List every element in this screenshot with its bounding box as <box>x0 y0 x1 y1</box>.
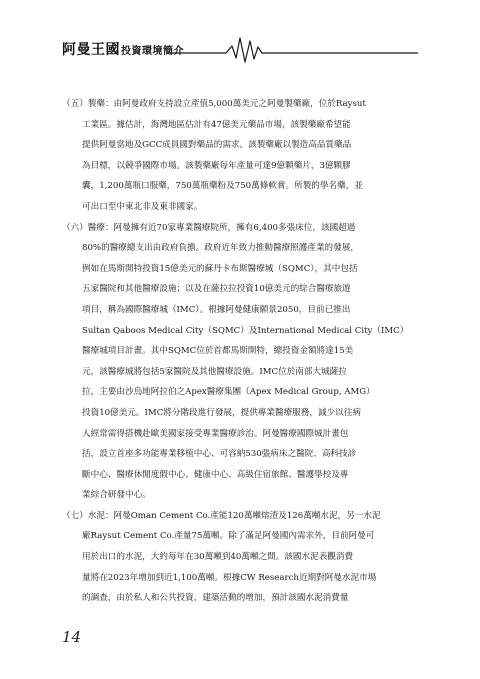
paragraph-line: （七）水泥：阿曼Oman Cement Co.產能120萬噸熔渣及126萬噸水泥，另一水泥 <box>62 510 381 521</box>
running-title-country: 阿曼王國 <box>62 42 120 58</box>
paragraph-line: 工業區。據估計，海灣地區估計有47億美元藥品市場，該製藥廠希望能 <box>82 119 351 130</box>
paragraph-line: 80%的醫療總支出由政府負擔。政府近年致力推動醫療照護產業的發展， <box>82 243 359 254</box>
paragraph-line: 人經常需得搭機赴歐美國家接受專業醫療診治。阿曼醫療國際城計畫包 <box>82 428 349 439</box>
paragraph-line: 元，該醫療城將包括5家醫院及其他醫療設施。IMC位於南部大城薩拉 <box>82 366 347 377</box>
paragraph-line: 拉，主要由沙烏地阿拉伯之Apex醫療集團（Apex Medical Group, AMG） <box>82 387 375 398</box>
heartbeat-line <box>170 38 418 62</box>
paragraph-line: Sultan Qaboos Medical City（SQMC）及International Medical City（IMC） <box>82 325 409 336</box>
paragraph-line: 括，設立首座多功能專業移植中心、可容納530張病床之醫院、高科技診 <box>82 449 357 460</box>
paragraph-line: 投資10億美元。IMC將分階段進行發展，提供專業醫療服務，減少以往病 <box>82 407 361 418</box>
paragraph-line: 提供阿曼當地及GCC成員國對藥品的需求。該製藥廠以製造高品質藥品 <box>82 140 352 151</box>
paragraph-line: 醫療城項目計畫。其中SQMC位於首都馬斯開特，總投資金額將達15美 <box>82 346 354 357</box>
paragraph-line: 量將在2023年增加到近1,100萬噸。根據CW Research近期對阿曼水泥市場 <box>82 572 377 583</box>
paragraph-line: 用於出口的水泥，大約每年在30萬噸到40萬噸之間。該國水泥表觀消費 <box>82 552 354 563</box>
section-cement <box>62 506 418 609</box>
page-header <box>0 0 480 64</box>
paragraph-line: 例如在馬斯開特投資15億美元的蘇丹卡布斯醫療城（SQMC），其中包括 <box>82 263 358 274</box>
paragraph-line: 廠Raysut Cement Co.產量75萬噸。除了滿足阿曼國內需求外，目前阿曼可 <box>82 531 375 542</box>
paragraph-line: 的調查，由於私人和公共投資，建築活動的增加，預計該國水泥消費量 <box>82 593 349 604</box>
section-medical <box>62 218 418 506</box>
paragraph-line: 囊，1,200萬瓶口服藥，750萬瓶藥粉及750萬條軟膏。所製的學名藥，並 <box>82 181 363 192</box>
paragraph-line: 為目標，以競爭國際市場。該製藥廠每年產量可達9億顆藥片，3億顆膠 <box>82 160 351 171</box>
document-body <box>62 94 418 609</box>
paragraph-line: 業綜合研發中心。 <box>82 490 151 501</box>
heartbeat-line-decoration <box>0 0 480 64</box>
paragraph-line: 斷中心、醫療休閒度假中心、健康中心、高級住宿旅館、醫護學校及專 <box>82 469 349 480</box>
paragraph-line: （六）醫療：阿曼擁有近70家專業醫療院所，擁有6,400多張床位，該國超過 <box>62 222 356 233</box>
paragraph-line: 五家醫院和其他醫療設施；以及在薩拉拉投資10億美元的綜合醫療旅遊 <box>82 284 351 295</box>
paragraph-line: 項目，稱為國際醫療城（IMC）。根據阿曼健康願景2050，目前已推出 <box>82 304 351 315</box>
section-pharmaceuticals <box>62 94 418 218</box>
running-title-subject: 投資環境簡介 <box>121 46 184 57</box>
paragraph-line: 可出口至中東北非及東非國家。 <box>82 201 203 212</box>
page-number: 14 <box>62 628 82 646</box>
paragraph-line: （五）製藥：由阿曼政府支持設立產值5,000萬美元之阿曼製藥廠，位於Raysut <box>62 99 366 109</box>
